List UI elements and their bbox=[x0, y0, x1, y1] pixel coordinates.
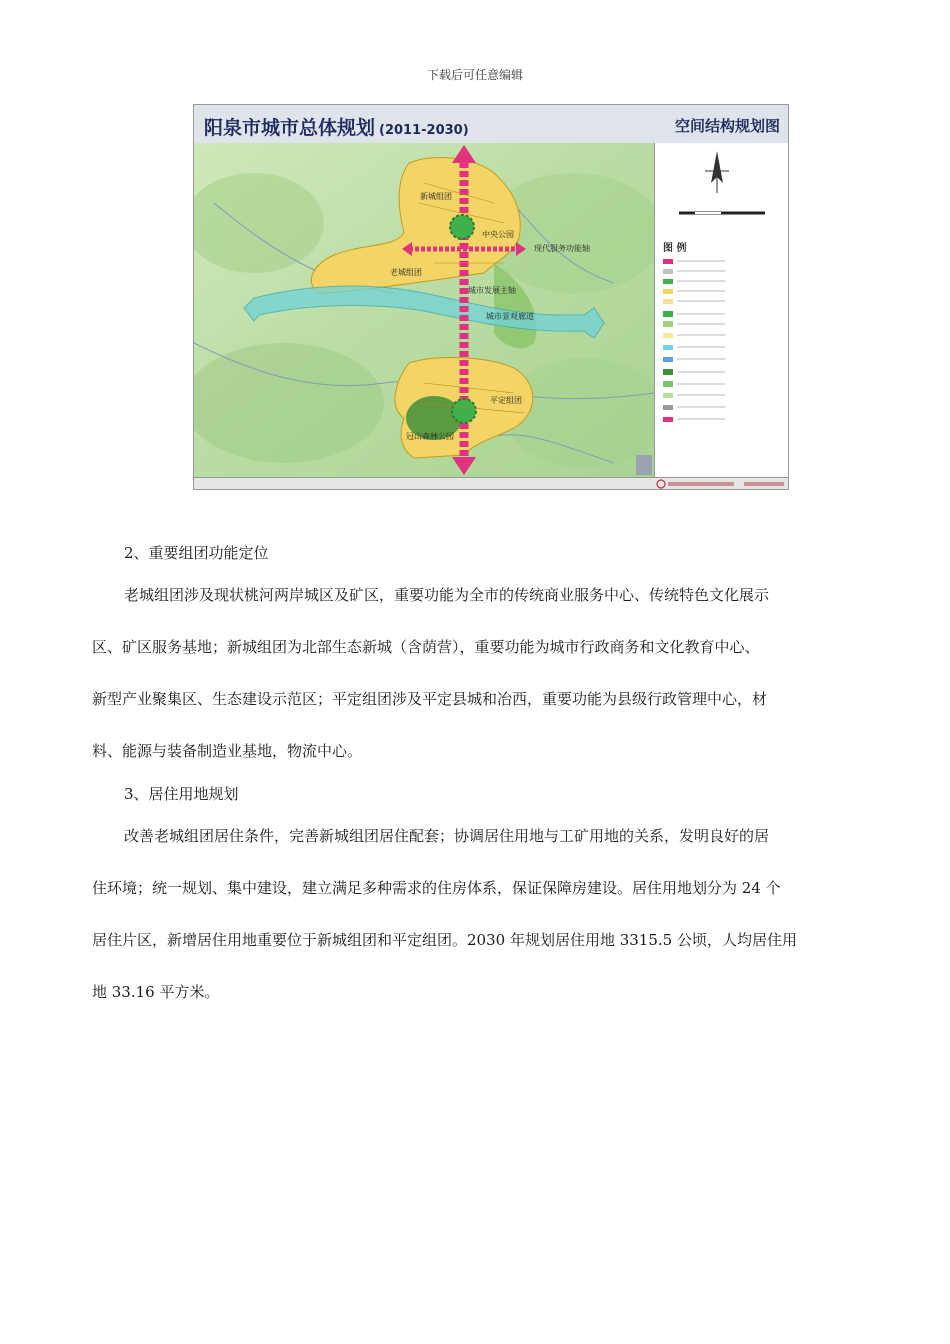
legend-swatch bbox=[663, 279, 673, 284]
legend-swatch bbox=[663, 269, 673, 274]
paragraph-line: 新型产业聚集区、生态建设示范区；平定组团涉及平定县城和冶西，重要功能为县级行政管理中心，材 bbox=[92, 690, 768, 708]
legend-swatch bbox=[663, 405, 673, 410]
paragraph-line: 料、能源与装备制造业基地，物流中心。 bbox=[92, 742, 363, 760]
footer-credit-strip bbox=[668, 479, 786, 489]
paragraph-line: 地 33.16 平方米。 bbox=[92, 983, 220, 1001]
paragraph-line: 居住片区，新增居住用地重要位于新城组团和平定组团。2030 年规划居住用地 3315.5 公顷，人均居住用 bbox=[92, 931, 797, 949]
legend-swatches bbox=[655, 255, 789, 475]
paragraph-line: 区、矿区服务基地；新城组团为北部生态新城（含荫营），重要功能为城市行政商务和文化教育中心、 bbox=[92, 638, 760, 656]
map-label-mountain: 冠山森林公园 bbox=[406, 432, 454, 441]
planning-map-figure bbox=[193, 104, 789, 490]
legend-swatch bbox=[663, 357, 673, 362]
page-header-note: 下载后可任意编辑 bbox=[426, 68, 523, 82]
map-legend-panel bbox=[654, 143, 789, 477]
map-label-landscape: 城市景观廊道 bbox=[486, 312, 534, 321]
map-subtitle: 空间结构规划图 bbox=[674, 117, 780, 135]
map-corner-marker bbox=[636, 455, 652, 475]
south-centre-node bbox=[452, 399, 476, 423]
legend-swatch bbox=[663, 417, 673, 422]
legend-swatch bbox=[663, 259, 673, 264]
legend-swatch bbox=[663, 289, 673, 294]
map-label-old-city: 老城组团 bbox=[390, 268, 422, 277]
map-label-south-cluster: 平定组团 bbox=[490, 396, 522, 405]
paragraph-line: 改善老城组团居住条件，完善新城组团居住配套；协调居住用地与工矿用地的关系，发明良好的居 bbox=[124, 827, 770, 845]
map-label-main-axis: 城市发展主轴 bbox=[468, 286, 516, 295]
map-title bbox=[204, 113, 469, 140]
legend-swatch bbox=[663, 311, 673, 317]
map-label-north-cluster: 新城组团 bbox=[420, 192, 452, 201]
section-heading-residential-land: 3、居住用地规划 bbox=[124, 785, 239, 803]
map-footer-bar bbox=[194, 477, 788, 490]
legend-swatch bbox=[663, 333, 673, 338]
paragraph-line: 老城组团涉及现状桃河两岸城区及矿区，重要功能为全市的传统商业服务中心、传统特色文化展示 bbox=[124, 586, 770, 604]
map-title-text: 阳泉市城市总体规划 bbox=[204, 117, 376, 139]
north-arrow-icon bbox=[655, 143, 789, 233]
legend-swatch bbox=[663, 369, 673, 375]
map-label-central-park: 中央公园 bbox=[482, 230, 514, 239]
section-heading-cluster-function: 2、重要组团功能定位 bbox=[124, 544, 269, 562]
map-label-service-axis: 现代服务功能轴 bbox=[534, 244, 590, 253]
legend-swatch bbox=[663, 345, 673, 350]
map-title-bar bbox=[194, 105, 788, 144]
legend-swatch bbox=[663, 393, 673, 398]
legend-swatch bbox=[663, 321, 673, 327]
paragraph-line: 住环境；统一规划、集中建设，建立满足多种需求的住房体系，保证保障房建设。居住用地划分为 24 个 bbox=[92, 879, 781, 897]
legend-swatch bbox=[663, 381, 673, 387]
legend-swatch bbox=[663, 299, 673, 304]
central-park-node bbox=[450, 215, 474, 239]
legend-title: 图 例 bbox=[663, 243, 687, 254]
institute-logo-icon bbox=[656, 479, 666, 489]
map-title-years: (2011-2030) bbox=[379, 123, 469, 138]
